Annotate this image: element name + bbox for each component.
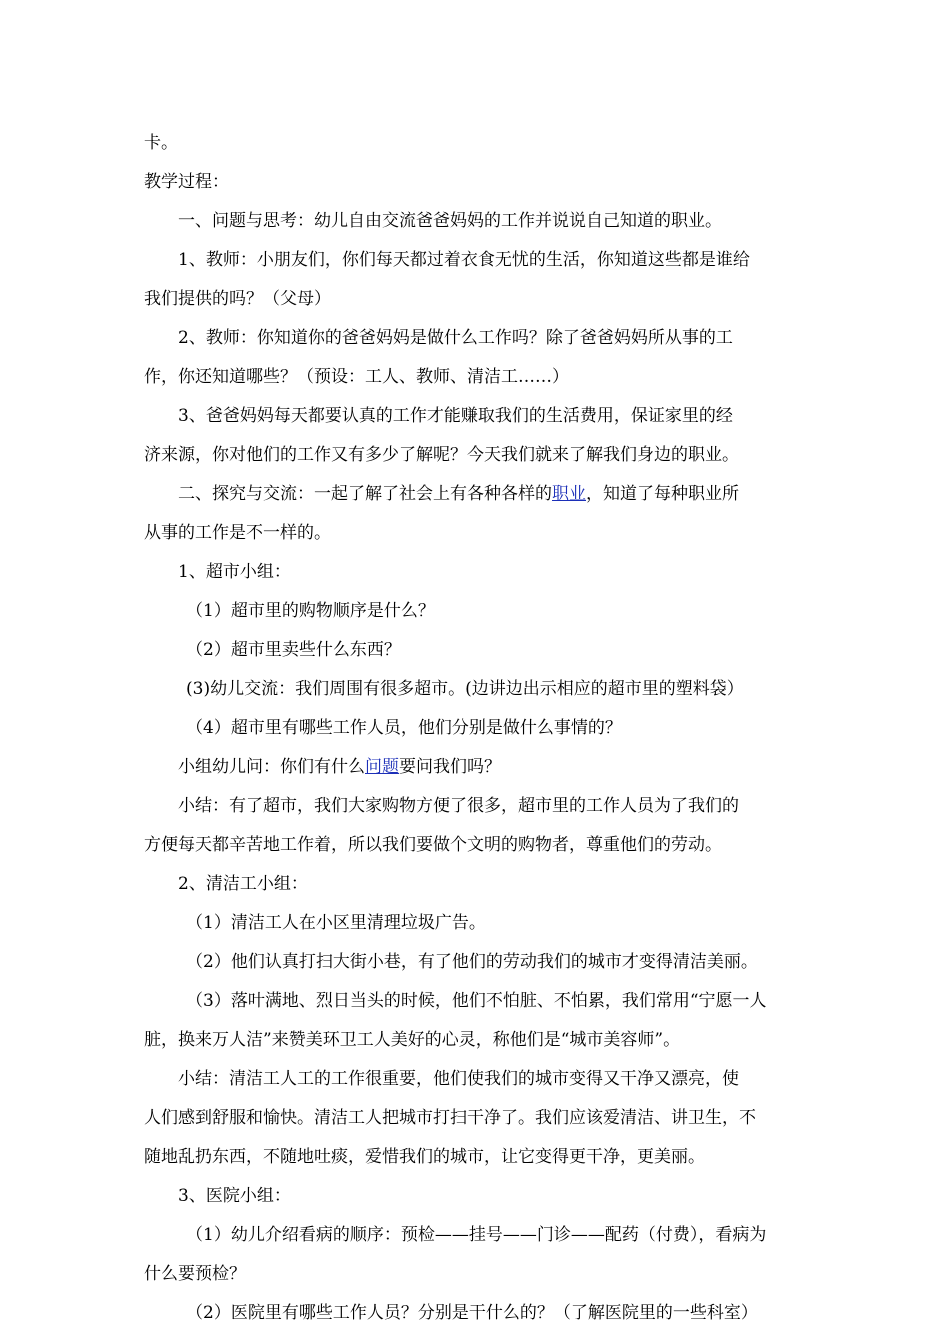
section-heading: 教学过程： (144, 172, 229, 192)
text-line: （2）超市里卖些什么东西？ (186, 640, 401, 660)
text-line: 作，你还知道哪些？（预设：工人、教师、清洁工……） (144, 367, 569, 387)
text-line: 1、教师：小朋友们，你们每天都过着衣食无忧的生活，你知道这些都是谁给 (178, 250, 750, 270)
text-line: 人们感到舒服和愉快。清洁工人把城市打扫干净了。我们应该爱清洁、讲卫生，不 (144, 1108, 756, 1128)
text-segment: 小组幼儿问：你们有什么 (178, 757, 365, 777)
text-line: 从事的工作是不一样的。 (144, 523, 331, 543)
text-line: 随地乱扔东西，不随地吐痰，爱惜我们的城市，让它变得更干净，更美丽。 (144, 1147, 705, 1167)
text-segment: ，知道了每种职业所 (586, 484, 739, 504)
text-line: 一、问题与思考：幼儿自由交流爸爸妈妈的工作并说说自己知道的职业。 (178, 211, 722, 231)
text-line: （2）他们认真打扫大街小巷，有了他们的劳动我们的城市才变得清洁美丽。 (186, 952, 758, 972)
text-line: 3、医院小组： (178, 1186, 291, 1206)
text-line: 方便每天都辛苦地工作着，所以我们要做个文明的购物者，尊重他们的劳动。 (144, 835, 722, 855)
text-line: （1）超市里的购物顺序是什么？ (186, 601, 435, 621)
text-line (144, 748, 810, 787)
text-line: 小结：清洁工人工的工作很重要，他们使我们的城市变得又干净又漂亮，使 (178, 1069, 739, 1089)
text-line: 卡。 (144, 133, 178, 153)
text-line: （3）落叶满地、烈日当头的时候，他们不怕脏、不怕累，我们常用“宁愿一人 (186, 991, 767, 1011)
text-segment: 要问我们吗？ (399, 757, 501, 777)
text-line: （2）医院里有哪些工作人员？分别是干什么的？（了解医院里的一些科室） (186, 1303, 758, 1323)
text-line: 2、清洁工小组： (178, 874, 308, 894)
text-line: 什么要预检？ (144, 1264, 246, 1284)
link-wenti[interactable]: 问题 (365, 757, 399, 777)
text-segment: 二、探究与交流：一起了解了社会上有各种各样的 (178, 484, 552, 504)
text-line: 济来源，你对他们的工作又有多少了解呢？今天我们就来了解我们身边的职业。 (144, 445, 739, 465)
text-line: 我们提供的吗？（父母） (144, 289, 331, 309)
text-line: 2、教师：你知道你的爸爸妈妈是做什么工作吗？除了爸爸妈妈所从事的工 (178, 328, 733, 348)
text-line: 1、超市小组： (178, 562, 291, 582)
text-line: 3、爸爸妈妈每天都要认真的工作才能赚取我们的生活费用，保证家里的经 (178, 406, 733, 426)
text-line: （4）超市里有哪些工作人员，他们分别是做什么事情的？ (186, 718, 622, 738)
text-line: (3)幼儿交流：我们周围有很多超市。(边讲边出示相应的超市里的塑料袋） (186, 679, 744, 699)
text-line: （1）清洁工人在小区里清理垃圾广告。 (186, 913, 486, 933)
text-line: 脏，换来万人洁”来赞美环卫工人美好的心灵，称他们是“城市美容师”。 (144, 1030, 681, 1050)
text-line (144, 475, 810, 514)
document-body (144, 124, 810, 1333)
text-line: 小结：有了超市，我们大家购物方便了很多，超市里的工作人员为了我们的 (178, 796, 739, 816)
text-line: （1）幼儿介绍看病的顺序：预检——挂号——门诊——配药（付费），看病为 (186, 1225, 767, 1245)
link-zhiye[interactable]: 职业 (552, 484, 586, 504)
